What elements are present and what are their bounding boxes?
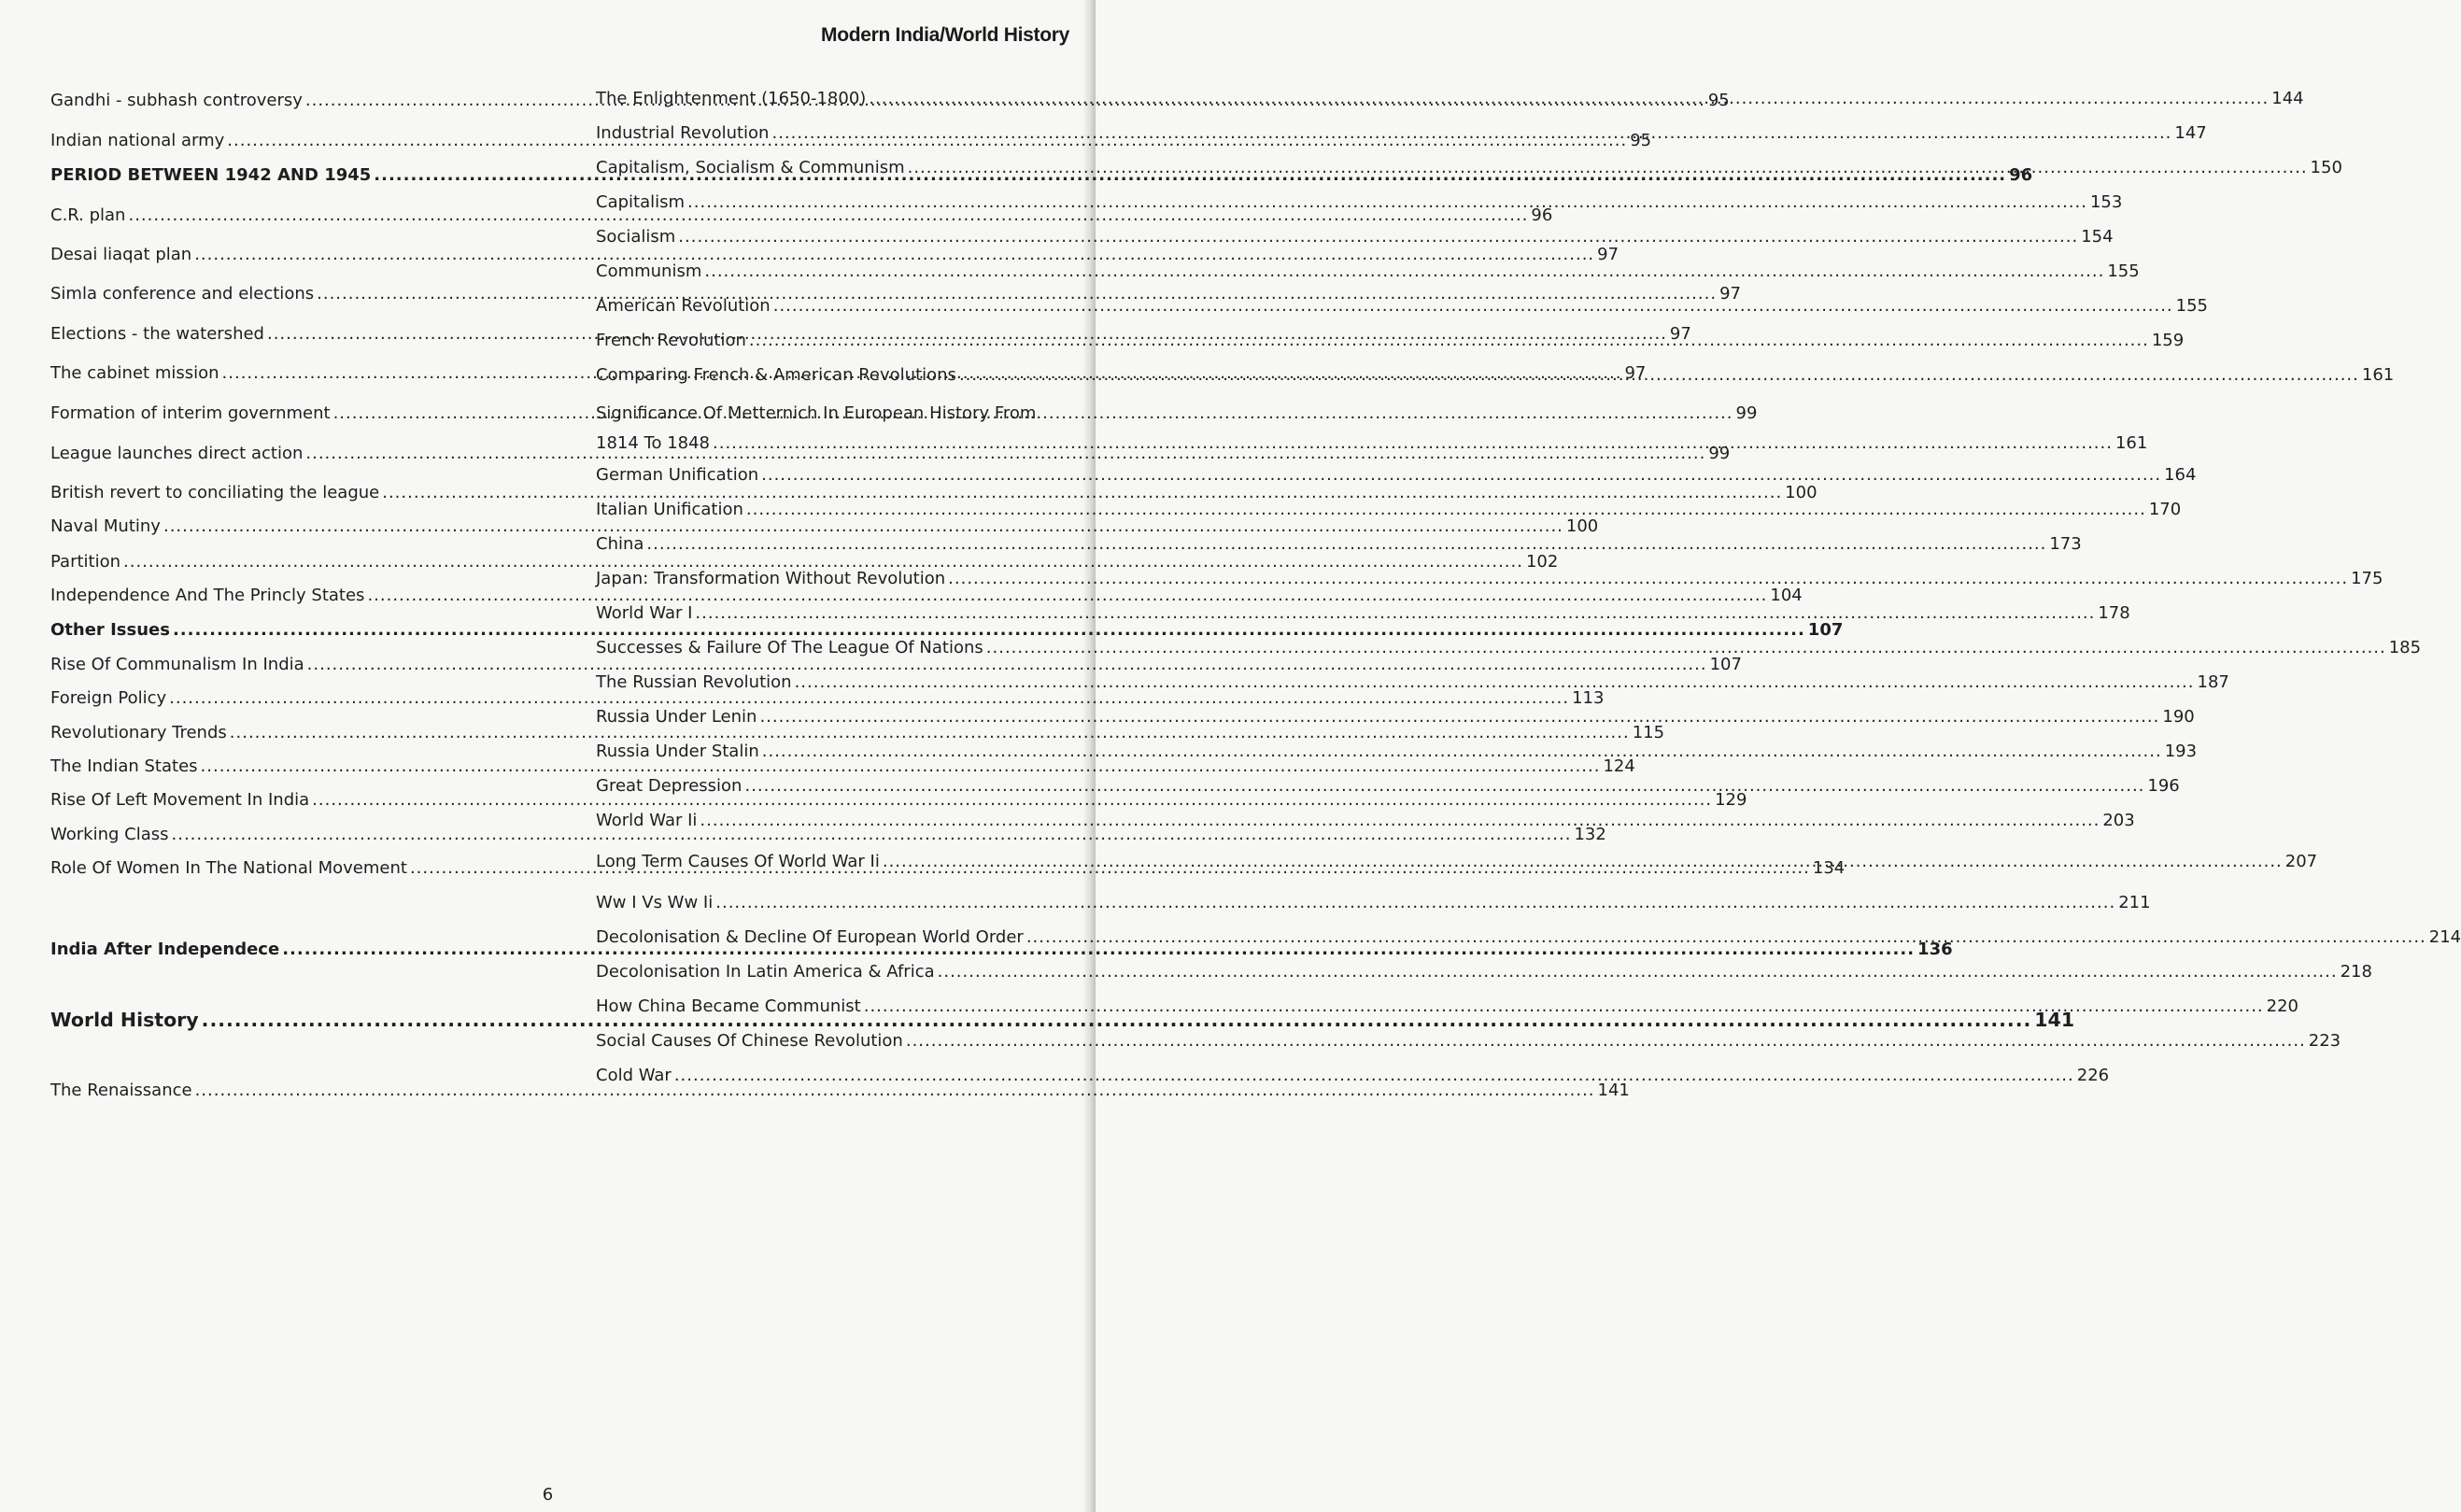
dot-leader (678, 226, 2078, 248)
toc-entry-title: The Russian Revolution (596, 672, 792, 692)
toc-entry-page: 164 (2164, 465, 2197, 485)
dot-leader (687, 191, 2087, 214)
toc-entry (50, 824, 1606, 846)
toc-entry-page: 196 (2147, 776, 2180, 796)
dot-leader (864, 996, 2264, 1018)
toc-entry (596, 810, 2135, 832)
dot-leader (948, 568, 2348, 590)
toc-entry-title: How China Became Communist (596, 996, 861, 1016)
toc-entry (50, 654, 1742, 676)
toc-entry-page: 207 (2284, 852, 2318, 871)
toc-entry-page: 107 (1709, 655, 1742, 674)
toc-entry-title: Rise Of Communalism In India (50, 655, 304, 674)
toc-entry-page: 100 (1785, 483, 1817, 502)
toc-entry (596, 533, 2082, 556)
toc-entry-title: British revert to conciliating the league (50, 483, 380, 502)
toc-entry (596, 706, 2195, 728)
toc-entry-title: Great Depression (596, 776, 743, 796)
dot-leader (674, 1065, 2074, 1087)
toc-entry-title: PERIOD BETWEEN 1942 AND 1945 (50, 165, 372, 185)
toc-section-heading (50, 939, 1953, 961)
toc-entry (50, 205, 1553, 227)
toc-entry-title: Japan: Transformation Without Revolution (596, 569, 946, 588)
dot-leader (771, 122, 2171, 145)
dot-leader (715, 892, 2115, 914)
toc-entry-page: 155 (2175, 296, 2209, 316)
toc-part-heading (50, 1009, 2075, 1031)
toc-entry-title: Independence And The Princly States (50, 586, 365, 605)
toc-entry-title: Gandhi - subhash controversy (50, 91, 303, 110)
toc-entry-title-continued: 1814 To 1848 (596, 433, 711, 453)
toc-entry-page: 124 (1603, 756, 1635, 776)
toc-entry (50, 585, 1803, 607)
dot-leader (869, 88, 2269, 110)
toc-entry-title: Industrial Revolution (596, 123, 770, 143)
toc-entry-title: Foreign Policy (50, 688, 167, 708)
toc-entry-title: The Indian States (50, 756, 198, 776)
toc-entry-page: 154 (2081, 227, 2114, 247)
toc-entry-page: 185 (2388, 638, 2422, 657)
toc-entry-page: 100 (1565, 516, 1599, 536)
toc-entry-title: Significance Of Metternich In European History From (596, 403, 1037, 423)
toc-entry-page: 97 (1624, 363, 1647, 383)
toc-entry-page: 203 (2102, 811, 2135, 830)
dot-leader (695, 602, 2095, 625)
toc-entry-title: Communism (596, 261, 702, 281)
toc-entry-page: 102 (1525, 552, 1559, 572)
toc-entry-title: India After Independece (50, 940, 280, 959)
toc-entry-page: 97 (1719, 284, 1741, 304)
toc-entry (596, 741, 2198, 763)
toc-entry (596, 261, 2140, 283)
running-head: Modern India/World History (821, 24, 1069, 46)
toc-entry (596, 568, 2383, 590)
toc-entry-page: 99 (1708, 444, 1731, 463)
toc-entry-page: 153 (2089, 192, 2123, 212)
toc-entry (596, 1065, 2110, 1087)
toc-entry-title: Long Term Causes Of World War Ii (596, 852, 880, 871)
toc-entry-title: The Enlightenment (1650-1800) (596, 89, 867, 108)
toc-entry-title: Other Issues (50, 620, 170, 640)
toc-entry (596, 892, 2151, 914)
dot-leader (646, 533, 2046, 556)
toc-entry-page: 193 (2164, 742, 2198, 761)
dot-leader (883, 851, 2283, 873)
toc-entry-title: The Renaissance (50, 1081, 192, 1100)
toc-entry-title: Social Causes Of Chinese Revolution (596, 1031, 903, 1051)
toc-entry (50, 1080, 1630, 1102)
dot-leader (759, 706, 2159, 728)
toc-entry-title: Cold War (596, 1066, 672, 1085)
toc-entry-title: World History (50, 1009, 199, 1031)
toc-entry-page: 214 (2428, 927, 2461, 947)
toc-entry-page: 134 (1812, 858, 1846, 878)
toc-entry-page: 226 (2076, 1066, 2110, 1085)
toc-entry-title: Socialism (596, 227, 676, 247)
dot-leader (1026, 926, 2426, 949)
toc-entry-page: 96 (2009, 165, 2033, 185)
toc-entry-page: 173 (2049, 534, 2082, 554)
dot-leader (700, 810, 2100, 832)
toc-entry-title: League launches direct action (50, 444, 304, 463)
toc-entry-page: 161 (2114, 433, 2148, 453)
dot-leader (938, 961, 2338, 983)
toc-entry-page: 95 (1630, 131, 1652, 150)
toc-entry-page: 141 (2034, 1009, 2075, 1031)
toc-entry-title: Decolonisation & Decline Of European World Order (596, 927, 1024, 947)
toc-entry-page: 175 (2351, 569, 2383, 588)
toc-entry-page: 187 (2197, 672, 2229, 692)
toc-entry-page: 132 (1574, 825, 1606, 844)
toc-entry (50, 722, 1665, 744)
toc-entry-page: 155 (2107, 261, 2140, 281)
toc-entry-page: 97 (1669, 324, 1691, 344)
toc-entry-title: American Revolution (596, 296, 771, 316)
toc-entry-title: Working Class (50, 825, 169, 844)
toc-entry-title: Revolutionary Trends (50, 723, 227, 742)
toc-entry-title: Decolonisation In Latin America & Africa (596, 962, 935, 982)
toc-entry-page: 220 (2266, 996, 2299, 1016)
toc-entry-title: Rise Of Left Movement In India (50, 790, 310, 810)
toc-entry-page: 218 (2340, 962, 2372, 982)
toc-entry (50, 482, 1817, 504)
toc-entry (596, 602, 2130, 625)
toc-entry-title: The cabinet mission (50, 363, 219, 383)
toc-entry (50, 756, 1635, 778)
toc-entry-title: Simla conference and elections (50, 284, 315, 304)
toc-entry (596, 961, 2372, 983)
toc-entry-page: 96 (1531, 205, 1553, 225)
toc-entry (50, 516, 1599, 538)
toc-entry-page: 161 (2361, 365, 2395, 385)
toc-entry-title: French Revolution (596, 331, 746, 350)
toc-entry-page: 223 (2308, 1031, 2341, 1051)
toc-entry (596, 775, 2180, 798)
toc-entry-title: Role Of Women In The National Movement (50, 858, 407, 878)
toc-entry (596, 637, 2422, 659)
toc-entry-title: Naval Mutiny (50, 516, 161, 536)
toc-entry-title: Russia Under Lenin (596, 707, 757, 727)
toc-entry (50, 551, 1559, 573)
toc-entry (596, 926, 2461, 949)
toc-entry-title: Ww I Vs Ww Ii (596, 893, 714, 912)
toc-entry (50, 244, 1619, 266)
toc-entry-title: Italian Unification (596, 500, 743, 519)
toc-entry-title: Indian national army (50, 131, 225, 150)
toc-entry (596, 295, 2209, 318)
toc-entry-title: Capitalism (596, 192, 686, 212)
toc-entry-page: 115 (1632, 723, 1665, 742)
toc-entry-title: Formation of interim government (50, 403, 331, 423)
dot-leader (986, 637, 2386, 659)
dot-leader (762, 741, 2162, 763)
toc-entry (50, 687, 1605, 710)
dot-leader (908, 157, 2308, 179)
dot-leader (773, 295, 2173, 318)
toc-entry-title: Partition (50, 552, 121, 572)
dot-leader (761, 464, 2161, 487)
toc-entry-page: 190 (2162, 707, 2195, 727)
toc-entry (596, 499, 2182, 521)
dot-leader (713, 429, 2113, 459)
dot-leader (959, 364, 2359, 387)
toc-entry-title: Elections - the watershed (50, 324, 264, 344)
toc-entry-page: 150 (2310, 158, 2342, 177)
toc-entry-page: 178 (2098, 603, 2130, 623)
toc-entry-title: Russia Under Stalin (596, 742, 759, 761)
toc-entry-title: Desai liaqat plan (50, 245, 192, 264)
dot-leader (906, 1030, 2306, 1053)
toc-entry (596, 996, 2299, 1018)
toc-entry-page: 170 (2148, 500, 2182, 519)
toc-entry (596, 464, 2197, 487)
toc-entry-title: Comparing French & American Revolutions (596, 365, 956, 385)
toc-entry-page: 104 (1770, 586, 1803, 605)
toc-entry-title: C.R. plan (50, 205, 126, 225)
toc-entry (50, 789, 1747, 812)
page-number: 6 (542, 1485, 554, 1505)
dot-leader (746, 499, 2146, 521)
toc-entry-page: 144 (2271, 89, 2304, 108)
toc-entry-page: 211 (2118, 893, 2151, 912)
toc-entry-page: 159 (2151, 331, 2185, 350)
toc-entry-title: China (596, 534, 644, 554)
toc-entry-title: German Unification (596, 465, 759, 485)
dot-leader (749, 330, 2149, 352)
toc-entry (596, 191, 2123, 214)
dot-leader (744, 775, 2144, 798)
toc-entry-page: 129 (1715, 790, 1747, 810)
toc-entry-title: Capitalism, Socialism & Communism (596, 158, 905, 177)
dot-leader (795, 671, 2195, 694)
toc-entry-page: 136 (1917, 940, 1953, 959)
toc-entry-title: World War Ii (596, 811, 698, 830)
toc-entry-page: 95 (1707, 91, 1730, 110)
toc-entry-page: 147 (2174, 123, 2207, 143)
toc-entry (596, 1030, 2341, 1053)
toc-entry-page: 113 (1572, 688, 1605, 708)
toc-entry-page: 107 (1807, 620, 1844, 640)
toc-entry-page: 99 (1735, 403, 1758, 423)
toc-entry (596, 226, 2114, 248)
toc-entry-page: 141 (1597, 1081, 1630, 1100)
toc-entry-page: 97 (1597, 245, 1619, 264)
toc-entry-title: World War I (596, 603, 693, 623)
toc-entry-title: Successes & Failure Of The League Of Nations (596, 638, 983, 657)
toc-entry (50, 283, 1741, 305)
toc-section-heading (50, 619, 1844, 642)
toc-entry (596, 671, 2229, 694)
dot-leader (704, 261, 2104, 283)
